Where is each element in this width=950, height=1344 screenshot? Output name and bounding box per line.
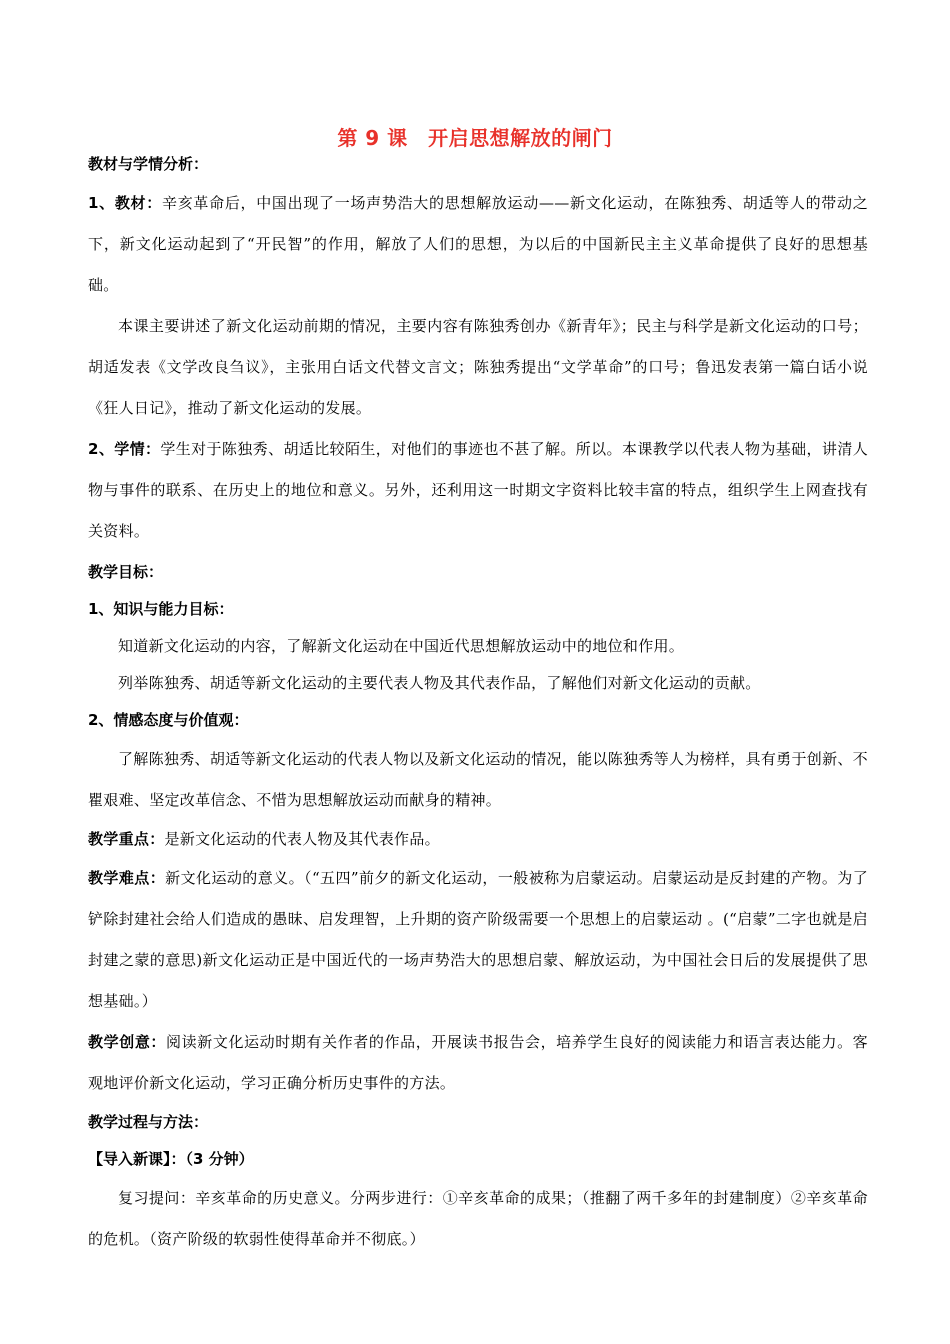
paragraph-lesson-summary: 本课主要讲述了新文化运动前期的情况，主要内容有陈独秀创办《新青年》；民主与科学是新文化运动的口号；胡适发表《文学改良刍议》，主张用白话文代替文言文；陈独秀提出“文学革命”的口号；鲁迅发表第一篇白话小说《狂人日记》，推动了新文化运动的发展。 — [88, 317, 868, 417]
label-textbook: 1、教材： — [88, 194, 162, 212]
paragraph-knowledge-1: 知道新文化运动的内容，了解新文化运动在中国近代思想解放运动中的地位和作用。 — [118, 637, 685, 655]
label-creative-idea: 教学创意： — [88, 1033, 167, 1051]
label-difficulty: 教学难点： — [88, 869, 166, 887]
paragraph-attitude: 了解陈独秀、胡适等新文化运动的代表人物以及新文化运动的情况，能以陈独秀等人为榜样，具有勇于创新、不瞿艰难、坚定改革信念、不惜为思想解放运动而献身的精神。 — [88, 750, 868, 809]
label-key-point: 教学重点： — [88, 830, 165, 848]
subheading-attitude: 2、情感态度与价值观： — [88, 711, 249, 729]
label-student-situation: 2、学情： — [88, 440, 161, 458]
document-body — [88, 146, 868, 1260]
paragraph-creative-idea — [88, 1022, 868, 1104]
paragraph-textbook — [88, 183, 868, 306]
section-heading-objectives: 教学目标： — [88, 563, 164, 581]
page-title: 第 9 课 开启思想解放的闸门 — [337, 126, 613, 150]
section-heading-analysis: 教材与学情分析： — [88, 155, 209, 173]
text-creative-idea: 阅读新文化运动时期有关作者的作品，开展读书报告会，培养学生良好的阅读能力和语言表达能力。客观地评价新文化运动，学习正确分析历史事件的方法。 — [88, 1033, 868, 1092]
paragraph-difficulty — [88, 858, 868, 1022]
text-textbook: 辛亥革命后，中国出现了一场声势浩大的思想解放运动——新文化运动，在陈独秀、胡适等人的带动之下，新文化运动起到了“开民智”的作用，解放了人们的思想，为以后的中国新民主主义革命提供了良好的思想基础。 — [88, 194, 868, 294]
section-heading-process: 教学过程与方法： — [88, 1113, 209, 1131]
subheading-introduction: 【导入新课】：（3 分钟） — [88, 1150, 254, 1168]
text-key-point: 是新文化运动的代表人物及其代表作品。 — [164, 830, 440, 848]
subheading-knowledge: 1、知识与能力目标： — [88, 600, 234, 618]
paragraph-key-point — [88, 821, 868, 858]
paragraph-review-question: 复习提问：辛亥革命的历史意义。分两步进行：①辛亥革命的成果；（推翻了两千多年的封建制度）②辛亥革命的危机。（资产阶级的软弱性使得革命并不彻底。） — [88, 1189, 868, 1248]
text-difficulty: 新文化运动的意义。（“五四”前夕的新文化运动，一般被称为启蒙运动。启蒙运动是反封建的产物。为了铲除封建社会给人们造成的愚昧、启发理智，上升期的资产阶级需要一个思想上的启蒙运动 。(“启蒙”二字也就是启封建之蒙的意思)新文化运动正是中国近代的一场声势浩大的思想启蒙、解放运动，为中国社会日后的发展提供了思想基础。） — [88, 869, 868, 1010]
paragraph-knowledge-2: 列举陈独秀、胡适等新文化运动的主要代表人物及其代表作品，了解他们对新文化运动的贡献。 — [118, 674, 761, 692]
paragraph-student-situation — [88, 429, 868, 552]
text-student-situation: 学生对于陈独秀、胡适比较陌生，对他们的事迹也不甚了解。所以。本课教学以代表人物为基础，讲清人物与事件的联系、在历史上的地位和意义。另外，还利用这一时期文字资料比较丰富的特点，组织学生上网查找有关资料。 — [88, 440, 869, 540]
